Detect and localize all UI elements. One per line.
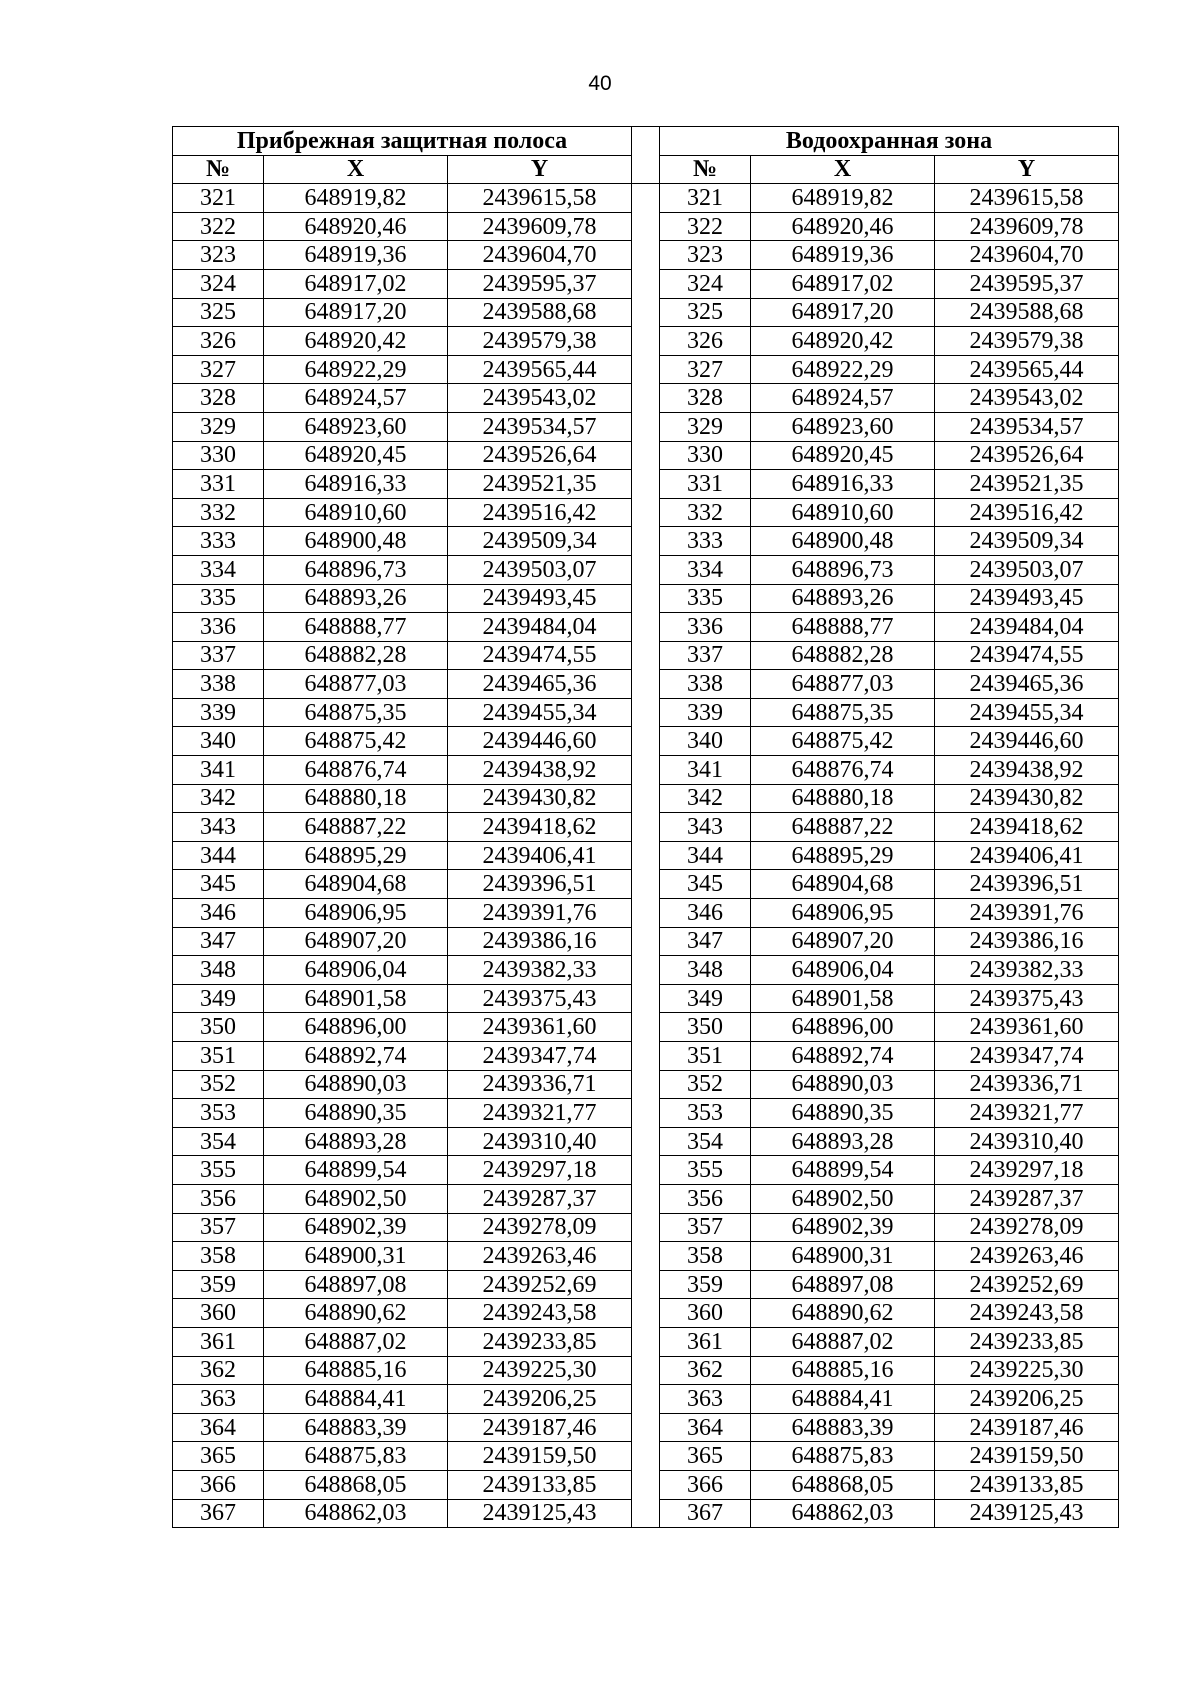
point-number: 341 [660, 756, 751, 785]
y-value: 2439297,18 [935, 1156, 1119, 1185]
x-value: 648892,74 [264, 1042, 448, 1071]
y-value: 2439187,46 [935, 1413, 1119, 1442]
point-number: 366 [173, 1470, 264, 1499]
y-header: Y [935, 155, 1119, 184]
y-value: 2439382,33 [448, 956, 632, 985]
x-value: 648906,95 [751, 899, 935, 928]
y-value: 2439543,02 [448, 384, 632, 413]
y-value: 2439125,43 [935, 1499, 1119, 1528]
x-value: 648893,28 [264, 1127, 448, 1156]
x-value: 648919,82 [751, 184, 935, 213]
x-value: 648883,39 [264, 1413, 448, 1442]
point-number: 364 [660, 1413, 751, 1442]
point-number: 344 [173, 841, 264, 870]
x-value: 648890,35 [751, 1099, 935, 1128]
x-value: 648895,29 [264, 841, 448, 870]
x-value: 648902,50 [264, 1184, 448, 1213]
x-value: 648883,39 [751, 1413, 935, 1442]
y-value: 2439252,69 [935, 1270, 1119, 1299]
point-number: 361 [173, 1327, 264, 1356]
y-value: 2439588,68 [448, 298, 632, 327]
point-number: 339 [660, 698, 751, 727]
y-value: 2439278,09 [935, 1213, 1119, 1242]
point-number: 365 [660, 1442, 751, 1471]
point-number: 323 [173, 241, 264, 270]
x-value: 648868,05 [264, 1470, 448, 1499]
x-value: 648907,20 [264, 927, 448, 956]
coastal-strip-title: Прибрежная защитная полоса [173, 127, 632, 156]
water-zone-title: Водоохранная зона [660, 127, 1119, 156]
point-number: 365 [173, 1442, 264, 1471]
point-number: 325 [660, 298, 751, 327]
point-number: 340 [660, 727, 751, 756]
y-value: 2439474,55 [448, 641, 632, 670]
x-value: 648902,50 [751, 1184, 935, 1213]
y-value: 2439465,36 [448, 670, 632, 699]
x-value: 648876,74 [264, 756, 448, 785]
y-value: 2439521,35 [935, 470, 1119, 499]
y-value: 2439243,58 [935, 1299, 1119, 1328]
x-value: 648906,04 [751, 956, 935, 985]
x-value: 648896,00 [751, 1013, 935, 1042]
y-value: 2439396,51 [448, 870, 632, 899]
y-value: 2439382,33 [935, 956, 1119, 985]
x-value: 648900,48 [264, 527, 448, 556]
y-value: 2439310,40 [935, 1127, 1119, 1156]
y-value: 2439406,41 [935, 841, 1119, 870]
y-value: 2439361,60 [935, 1013, 1119, 1042]
y-value: 2439297,18 [448, 1156, 632, 1185]
point-number: 344 [660, 841, 751, 870]
x-value: 648900,31 [264, 1242, 448, 1271]
point-number: 333 [173, 527, 264, 556]
x-value: 648875,83 [264, 1442, 448, 1471]
coordinates-table [172, 126, 1119, 1528]
point-number: 340 [173, 727, 264, 756]
y-value: 2439336,71 [448, 1070, 632, 1099]
point-number: 350 [173, 1013, 264, 1042]
x-value: 648877,03 [264, 670, 448, 699]
x-value: 648920,46 [751, 212, 935, 241]
point-number: 356 [173, 1184, 264, 1213]
y-value: 2439225,30 [448, 1356, 632, 1385]
point-number: 359 [173, 1270, 264, 1299]
y-value: 2439287,37 [935, 1184, 1119, 1213]
y-value: 2439446,60 [448, 727, 632, 756]
x-value: 648877,03 [751, 670, 935, 699]
x-value: 648875,35 [751, 698, 935, 727]
page-number: 40 [588, 72, 612, 95]
y-value: 2439375,43 [448, 984, 632, 1013]
point-number: 363 [660, 1385, 751, 1414]
point-number: 348 [660, 956, 751, 985]
point-number: 339 [173, 698, 264, 727]
y-value: 2439430,82 [448, 784, 632, 813]
x-value: 648896,73 [751, 555, 935, 584]
point-number: 342 [173, 784, 264, 813]
y-value: 2439543,02 [935, 384, 1119, 413]
point-number: 367 [173, 1499, 264, 1528]
section-title-row [173, 127, 1119, 156]
y-value: 2439534,57 [448, 412, 632, 441]
y-value: 2439509,34 [935, 527, 1119, 556]
point-number: 333 [660, 527, 751, 556]
x-value: 648887,22 [264, 813, 448, 842]
x-value: 648899,54 [751, 1156, 935, 1185]
point-number: 332 [173, 498, 264, 527]
x-value: 648919,82 [264, 184, 448, 213]
point-number: 321 [660, 184, 751, 213]
y-value: 2439588,68 [935, 298, 1119, 327]
y-value: 2439310,40 [448, 1127, 632, 1156]
x-value: 648910,60 [264, 498, 448, 527]
x-value: 648888,77 [264, 613, 448, 642]
x-value: 648875,35 [264, 698, 448, 727]
point-number: 353 [173, 1099, 264, 1128]
point-number: 322 [173, 212, 264, 241]
x-value: 648893,26 [264, 584, 448, 613]
point-number: 324 [173, 269, 264, 298]
y-value: 2439206,25 [448, 1385, 632, 1414]
point-number: 358 [660, 1242, 751, 1271]
x-header: X [264, 155, 448, 184]
y-header: Y [448, 155, 632, 184]
y-value: 2439430,82 [935, 784, 1119, 813]
x-value: 648882,28 [264, 641, 448, 670]
point-number: 343 [173, 813, 264, 842]
table-row [173, 184, 1119, 213]
point-number: 336 [173, 613, 264, 642]
y-value: 2439391,76 [448, 899, 632, 928]
x-value: 648919,36 [264, 241, 448, 270]
point-number: 331 [173, 470, 264, 499]
point-number: 348 [173, 956, 264, 985]
x-value: 648917,20 [264, 298, 448, 327]
point-number: 363 [173, 1385, 264, 1414]
y-value: 2439615,58 [448, 184, 632, 213]
y-value: 2439609,78 [935, 212, 1119, 241]
y-value: 2439509,34 [448, 527, 632, 556]
x-value: 648892,74 [751, 1042, 935, 1071]
y-value: 2439206,25 [935, 1385, 1119, 1414]
y-value: 2439386,16 [935, 927, 1119, 956]
y-value: 2439125,43 [448, 1499, 632, 1528]
y-value: 2439493,45 [935, 584, 1119, 613]
x-value: 648907,20 [751, 927, 935, 956]
point-number: 330 [660, 441, 751, 470]
y-value: 2439133,85 [448, 1470, 632, 1499]
x-value: 648920,45 [751, 441, 935, 470]
x-value: 648924,57 [264, 384, 448, 413]
point-number: 325 [173, 298, 264, 327]
y-value: 2439233,85 [448, 1327, 632, 1356]
y-value: 2439375,43 [935, 984, 1119, 1013]
y-value: 2439579,38 [935, 327, 1119, 356]
x-value: 648917,02 [751, 269, 935, 298]
y-value: 2439243,58 [448, 1299, 632, 1328]
y-value: 2439455,34 [935, 698, 1119, 727]
x-value: 648885,16 [264, 1356, 448, 1385]
point-number: 335 [660, 584, 751, 613]
column-gap [632, 127, 660, 184]
point-number: 351 [660, 1042, 751, 1071]
y-value: 2439484,04 [935, 613, 1119, 642]
y-value: 2439321,77 [935, 1099, 1119, 1128]
y-value: 2439133,85 [935, 1470, 1119, 1499]
x-value: 648917,20 [751, 298, 935, 327]
point-number: 349 [173, 984, 264, 1013]
x-value: 648875,83 [751, 1442, 935, 1471]
point-number: 327 [660, 355, 751, 384]
y-value: 2439493,45 [448, 584, 632, 613]
x-value: 648890,62 [751, 1299, 935, 1328]
x-value: 648887,02 [751, 1327, 935, 1356]
point-number: 334 [660, 555, 751, 584]
x-value: 648924,57 [751, 384, 935, 413]
point-number: 354 [173, 1127, 264, 1156]
point-number: 329 [173, 412, 264, 441]
point-number: 326 [660, 327, 751, 356]
point-number: 345 [660, 870, 751, 899]
point-number: 342 [660, 784, 751, 813]
x-value: 648920,42 [264, 327, 448, 356]
y-value: 2439263,46 [935, 1242, 1119, 1271]
x-value: 648920,42 [751, 327, 935, 356]
y-value: 2439406,41 [448, 841, 632, 870]
point-number: 351 [173, 1042, 264, 1071]
y-value: 2439386,16 [448, 927, 632, 956]
point-number: 360 [173, 1299, 264, 1328]
point-number: 322 [660, 212, 751, 241]
point-number: 355 [660, 1156, 751, 1185]
y-value: 2439159,50 [935, 1442, 1119, 1471]
point-number: 338 [173, 670, 264, 699]
y-value: 2439455,34 [448, 698, 632, 727]
x-value: 648875,42 [264, 727, 448, 756]
x-value: 648887,02 [264, 1327, 448, 1356]
y-value: 2439233,85 [935, 1327, 1119, 1356]
y-value: 2439579,38 [448, 327, 632, 356]
point-number: 343 [660, 813, 751, 842]
x-value: 648895,29 [751, 841, 935, 870]
y-value: 2439361,60 [448, 1013, 632, 1042]
x-value: 648862,03 [751, 1499, 935, 1528]
x-value: 648890,62 [264, 1299, 448, 1328]
x-value: 648888,77 [751, 613, 935, 642]
y-value: 2439516,42 [448, 498, 632, 527]
point-number: 347 [660, 927, 751, 956]
x-value: 648890,03 [264, 1070, 448, 1099]
point-number: 366 [660, 1470, 751, 1499]
y-value: 2439604,70 [935, 241, 1119, 270]
y-value: 2439391,76 [935, 899, 1119, 928]
point-number: 364 [173, 1413, 264, 1442]
y-value: 2439484,04 [448, 613, 632, 642]
x-value: 648862,03 [264, 1499, 448, 1528]
x-value: 648887,22 [751, 813, 935, 842]
y-value: 2439565,44 [935, 355, 1119, 384]
table-body [173, 184, 1119, 1528]
x-value: 648897,08 [264, 1270, 448, 1299]
x-value: 648916,33 [751, 470, 935, 499]
point-number: 355 [173, 1156, 264, 1185]
point-number: 352 [660, 1070, 751, 1099]
point-number: 336 [660, 613, 751, 642]
x-value: 648923,60 [751, 412, 935, 441]
x-value: 648922,29 [751, 355, 935, 384]
x-value: 648922,29 [264, 355, 448, 384]
point-number: 357 [660, 1213, 751, 1242]
x-value: 648902,39 [751, 1213, 935, 1242]
y-value: 2439595,37 [935, 269, 1119, 298]
x-value: 648910,60 [751, 498, 935, 527]
point-number: 328 [660, 384, 751, 413]
x-value: 648884,41 [751, 1385, 935, 1414]
y-value: 2439595,37 [448, 269, 632, 298]
y-value: 2439418,62 [935, 813, 1119, 842]
point-number: 362 [660, 1356, 751, 1385]
y-value: 2439263,46 [448, 1242, 632, 1271]
y-value: 2439347,74 [448, 1042, 632, 1071]
x-value: 648890,35 [264, 1099, 448, 1128]
x-value: 648897,08 [751, 1270, 935, 1299]
x-value: 648917,02 [264, 269, 448, 298]
num-header: № [660, 155, 751, 184]
y-value: 2439159,50 [448, 1442, 632, 1471]
y-value: 2439615,58 [935, 184, 1119, 213]
y-value: 2439465,36 [935, 670, 1119, 699]
y-value: 2439521,35 [448, 470, 632, 499]
x-value: 648919,36 [751, 241, 935, 270]
x-value: 648899,54 [264, 1156, 448, 1185]
y-value: 2439347,74 [935, 1042, 1119, 1071]
y-value: 2439278,09 [448, 1213, 632, 1242]
y-value: 2439321,77 [448, 1099, 632, 1128]
point-number: 330 [173, 441, 264, 470]
x-value: 648904,68 [751, 870, 935, 899]
y-value: 2439446,60 [935, 727, 1119, 756]
x-value: 648920,46 [264, 212, 448, 241]
x-value: 648896,73 [264, 555, 448, 584]
point-number: 350 [660, 1013, 751, 1042]
point-number: 367 [660, 1499, 751, 1528]
point-number: 352 [173, 1070, 264, 1099]
point-number: 331 [660, 470, 751, 499]
point-number: 345 [173, 870, 264, 899]
y-value: 2439187,46 [448, 1413, 632, 1442]
x-value: 648880,18 [264, 784, 448, 813]
point-number: 347 [173, 927, 264, 956]
x-value: 648916,33 [264, 470, 448, 499]
point-number: 328 [173, 384, 264, 413]
point-number: 341 [173, 756, 264, 785]
x-value: 648893,28 [751, 1127, 935, 1156]
x-value: 648923,60 [264, 412, 448, 441]
x-value: 648882,28 [751, 641, 935, 670]
point-number: 338 [660, 670, 751, 699]
point-number: 349 [660, 984, 751, 1013]
point-number: 346 [660, 899, 751, 928]
y-value: 2439438,92 [448, 756, 632, 785]
x-value: 648906,04 [264, 956, 448, 985]
num-header: № [173, 155, 264, 184]
point-number: 323 [660, 241, 751, 270]
point-number: 324 [660, 269, 751, 298]
point-number: 361 [660, 1327, 751, 1356]
x-header: X [751, 155, 935, 184]
x-value: 648920,45 [264, 441, 448, 470]
x-value: 648875,42 [751, 727, 935, 756]
y-value: 2439336,71 [935, 1070, 1119, 1099]
point-number: 362 [173, 1356, 264, 1385]
x-value: 648901,58 [751, 984, 935, 1013]
x-value: 648901,58 [264, 984, 448, 1013]
y-value: 2439438,92 [935, 756, 1119, 785]
y-value: 2439604,70 [448, 241, 632, 270]
x-value: 648876,74 [751, 756, 935, 785]
x-value: 648868,05 [751, 1470, 935, 1499]
point-number: 334 [173, 555, 264, 584]
x-value: 648890,03 [751, 1070, 935, 1099]
point-number: 332 [660, 498, 751, 527]
x-value: 648880,18 [751, 784, 935, 813]
x-value: 648900,31 [751, 1242, 935, 1271]
y-value: 2439516,42 [935, 498, 1119, 527]
y-value: 2439287,37 [448, 1184, 632, 1213]
y-value: 2439503,07 [448, 555, 632, 584]
point-number: 360 [660, 1299, 751, 1328]
point-number: 354 [660, 1127, 751, 1156]
y-value: 2439565,44 [448, 355, 632, 384]
y-value: 2439396,51 [935, 870, 1119, 899]
x-value: 648893,26 [751, 584, 935, 613]
point-number: 327 [173, 355, 264, 384]
x-value: 648906,95 [264, 899, 448, 928]
point-number: 359 [660, 1270, 751, 1299]
point-number: 358 [173, 1242, 264, 1271]
y-value: 2439526,64 [935, 441, 1119, 470]
point-number: 337 [660, 641, 751, 670]
y-value: 2439225,30 [935, 1356, 1119, 1385]
y-value: 2439474,55 [935, 641, 1119, 670]
x-value: 648900,48 [751, 527, 935, 556]
y-value: 2439252,69 [448, 1270, 632, 1299]
point-number: 329 [660, 412, 751, 441]
y-value: 2439609,78 [448, 212, 632, 241]
point-number: 326 [173, 327, 264, 356]
point-number: 356 [660, 1184, 751, 1213]
y-value: 2439534,57 [935, 412, 1119, 441]
point-number: 321 [173, 184, 264, 213]
y-value: 2439503,07 [935, 555, 1119, 584]
point-number: 335 [173, 584, 264, 613]
point-number: 357 [173, 1213, 264, 1242]
x-value: 648885,16 [751, 1356, 935, 1385]
point-number: 346 [173, 899, 264, 928]
point-number: 337 [173, 641, 264, 670]
column-gap [632, 184, 660, 1528]
x-value: 648904,68 [264, 870, 448, 899]
x-value: 648902,39 [264, 1213, 448, 1242]
x-value: 648896,00 [264, 1013, 448, 1042]
x-value: 648884,41 [264, 1385, 448, 1414]
y-value: 2439418,62 [448, 813, 632, 842]
point-number: 353 [660, 1099, 751, 1128]
y-value: 2439526,64 [448, 441, 632, 470]
